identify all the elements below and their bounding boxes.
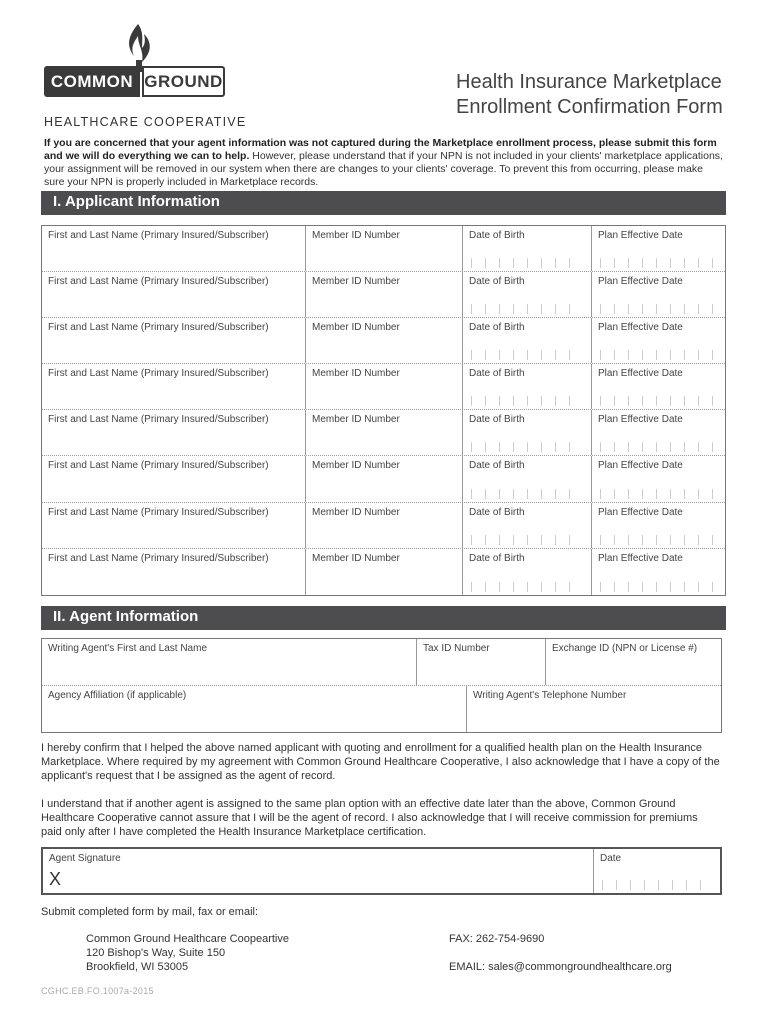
date-of-birth-label: Date of Birth: [469, 552, 525, 564]
signature-box: [41, 847, 722, 895]
applicant-name-label: First and Last Name (Primary Insured/Subscriber): [48, 506, 269, 518]
signature-date-label: Date: [600, 853, 622, 864]
agent-phone-label: Writing Agent's Telephone Number: [473, 690, 627, 701]
form-title-line1: Health Insurance Marketplace: [456, 71, 722, 93]
applicant-name-field[interactable]: [42, 318, 305, 363]
date-of-birth-label: Date of Birth: [469, 414, 525, 426]
submit-instructions: Submit completed form by mail, fax or email:: [41, 906, 259, 918]
applicant-name-label: First and Last Name (Primary Insured/Subscriber): [48, 368, 269, 380]
date-tick-guides: [600, 442, 717, 452]
signature-x-mark: X: [49, 869, 62, 889]
applicant-row: [42, 410, 725, 456]
applicant-row: [42, 456, 725, 502]
date-tick-guides: [471, 258, 583, 268]
date-of-birth-label: Date of Birth: [469, 460, 525, 472]
date-tick-guides: [600, 535, 717, 545]
company-logo: [44, 66, 225, 97]
plan-effective-date-label: Plan Effective Date: [598, 552, 683, 564]
member-id-label: Member ID Number: [312, 322, 400, 334]
member-id-label: Member ID Number: [312, 276, 400, 288]
member-id-field[interactable]: [305, 503, 462, 548]
plan-effective-date-field[interactable]: [591, 549, 725, 595]
applicant-name-label: First and Last Name (Primary Insured/Subscriber): [48, 230, 269, 241]
plan-effective-date-label: Plan Effective Date: [598, 276, 683, 288]
member-id-label: Member ID Number: [312, 230, 400, 241]
form-code-footer: CGHC.EB.FO.1007a-2015: [41, 986, 154, 996]
date-tick-guides: [600, 582, 717, 592]
plan-effective-date-field[interactable]: [591, 503, 725, 548]
member-id-field[interactable]: [305, 410, 462, 455]
member-id-label: Member ID Number: [312, 368, 400, 380]
member-id-label: Member ID Number: [312, 552, 400, 564]
email-address: EMAIL: sales@commongroundhealthcare.org: [449, 961, 672, 973]
date-of-birth-field[interactable]: [462, 549, 591, 595]
date-of-birth-label: Date of Birth: [469, 276, 525, 288]
applicant-name-label: First and Last Name (Primary Insured/Subscriber): [48, 552, 269, 564]
applicant-row: [42, 272, 725, 318]
agent-phone-field[interactable]: [466, 686, 721, 732]
applicant-name-field[interactable]: [42, 549, 305, 595]
date-of-birth-field[interactable]: [462, 272, 591, 317]
plan-effective-date-field[interactable]: [591, 272, 725, 317]
member-id-field[interactable]: [305, 456, 462, 501]
member-id-field[interactable]: [305, 226, 462, 271]
date-of-birth-label: Date of Birth: [469, 322, 525, 334]
member-id-field[interactable]: [305, 549, 462, 595]
confirmation-paragraph: I hereby confirm that I helped the above named applicant with quoting and enrollment for a qualified health plan on the Health Insurance Marketplace. Where required by my agreement with Common Ground Healthcare Cooperative, I also acknowledge that I have a copy of the applicant's request that I be assigned as the agent of record.: [41, 742, 720, 782]
fax-number: FAX: 262-754-9690: [449, 933, 545, 945]
date-tick-guides: [600, 396, 717, 406]
signature-date-field[interactable]: [593, 849, 720, 893]
applicant-name-field[interactable]: [42, 456, 305, 501]
date-tick-guides: [471, 582, 583, 592]
date-tick-guides: [471, 442, 583, 452]
date-tick-guides: [600, 258, 717, 268]
plan-effective-date-label: Plan Effective Date: [598, 414, 683, 426]
date-tick-guides: [471, 535, 583, 545]
date-tick-guides: [471, 304, 583, 314]
intro-normal: However, please understand that if your NPN is not included in your clients' marketplace applications, your assignment will be removed in our system when there are changes to your clients' coverage. To prevent this from occurring, please make sure your NPN is properly included in Marketplace records.: [44, 150, 723, 188]
agent-signature-label: Agent Signature: [49, 853, 121, 864]
form-title-line2: Enrollment Confirmation Form: [456, 96, 723, 118]
agent-name-label: Writing Agent's First and Last Name: [48, 643, 208, 654]
understanding-paragraph: I understand that if another agent is assigned to the same plan option with an effective date later than the above, Common Ground Healthcare Cooperative cannot assure that I will be the agent of record. I also acknowledge that I will receive commission for premiums paid only after I have completed the Health Insurance Marketplace certification.: [41, 798, 698, 838]
applicant-name-label: First and Last Name (Primary Insured/Subscriber): [48, 322, 269, 334]
applicant-row: [42, 503, 725, 549]
logo-word-left: COMMON: [44, 66, 140, 97]
logo-word-right: GROUND: [142, 66, 225, 97]
date-tick-guides: [600, 489, 717, 499]
exchange-id-field[interactable]: [545, 639, 721, 685]
address-org: Common Ground Healthcare Coopeartive: [86, 933, 289, 945]
agency-affiliation-field[interactable]: [42, 686, 466, 732]
plan-effective-date-field[interactable]: [591, 410, 725, 455]
plan-effective-date-field[interactable]: [591, 318, 725, 363]
date-of-birth-label: Date of Birth: [469, 230, 525, 241]
date-of-birth-field[interactable]: [462, 456, 591, 501]
flame-logo-icon: [122, 22, 158, 72]
applicant-name-label: First and Last Name (Primary Insured/Subscriber): [48, 414, 269, 426]
date-tick-guides: [602, 880, 712, 890]
agent-table: [41, 638, 722, 733]
exchange-id-label: Exchange ID (NPN or License #): [552, 643, 698, 654]
applicant-name-field[interactable]: [42, 272, 305, 317]
date-of-birth-field[interactable]: [462, 364, 591, 409]
date-tick-guides: [600, 350, 717, 360]
applicant-section-heading: I. Applicant Information: [41, 191, 726, 215]
applicant-row: [42, 318, 725, 364]
plan-effective-date-field[interactable]: [591, 456, 725, 501]
agent-row-1: [42, 639, 721, 686]
member-id-field[interactable]: [305, 318, 462, 363]
applicant-name-field[interactable]: [42, 364, 305, 409]
applicant-row: [42, 226, 725, 272]
member-id-field[interactable]: [305, 364, 462, 409]
member-id-label: Member ID Number: [312, 460, 400, 472]
plan-effective-date-field[interactable]: [591, 226, 725, 271]
date-of-birth-field[interactable]: [462, 503, 591, 548]
date-of-birth-field[interactable]: [462, 318, 591, 363]
applicant-name-label: First and Last Name (Primary Insured/Subscriber): [48, 460, 269, 472]
mailing-address: [86, 932, 289, 974]
applicant-row: [42, 364, 725, 410]
plan-effective-date-field[interactable]: [591, 364, 725, 409]
agent-row-2: [42, 686, 721, 732]
date-tick-guides: [600, 304, 717, 314]
applicant-name-field[interactable]: [42, 410, 305, 455]
member-id-field[interactable]: [305, 272, 462, 317]
plan-effective-date-label: Plan Effective Date: [598, 230, 683, 241]
agent-name-field[interactable]: [42, 639, 416, 685]
date-tick-guides: [471, 396, 583, 406]
logo-subtitle: HEALTHCARE COOPERATIVE: [44, 115, 247, 129]
member-id-label: Member ID Number: [312, 414, 400, 426]
plan-effective-date-label: Plan Effective Date: [598, 460, 683, 472]
plan-effective-date-label: Plan Effective Date: [598, 322, 683, 334]
agent-section-heading: II. Agent Information: [41, 606, 726, 630]
applicant-name-field[interactable]: [42, 503, 305, 548]
agency-affiliation-label: Agency Affiliation (if applicable): [48, 690, 187, 701]
date-of-birth-field[interactable]: [462, 226, 591, 271]
intro-paragraph: [44, 137, 724, 189]
applicant-table: [41, 225, 726, 596]
date-tick-guides: [471, 489, 583, 499]
form-title: [456, 70, 723, 120]
date-of-birth-label: Date of Birth: [469, 506, 525, 518]
date-of-birth-field[interactable]: [462, 410, 591, 455]
address-street: 120 Bishop's Way, Suite 150: [86, 947, 226, 959]
tax-id-label: Tax ID Number: [423, 643, 490, 654]
date-tick-guides: [471, 350, 583, 360]
date-of-birth-label: Date of Birth: [469, 368, 525, 380]
applicant-row: [42, 549, 725, 595]
tax-id-field[interactable]: [416, 639, 545, 685]
address-city: Brookfield, WI 53005: [86, 961, 189, 973]
applicant-name-field[interactable]: [42, 226, 305, 271]
plan-effective-date-label: Plan Effective Date: [598, 506, 683, 518]
agent-signature-field[interactable]: [43, 849, 593, 893]
member-id-label: Member ID Number: [312, 506, 400, 518]
applicant-name-label: First and Last Name (Primary Insured/Subscriber): [48, 276, 269, 288]
intro-bold: If you are concerned that your agent information was not captured during the Marketplace enrollment process, please submit this form and we will do everything we can to help.: [44, 137, 717, 162]
plan-effective-date-label: Plan Effective Date: [598, 368, 683, 380]
